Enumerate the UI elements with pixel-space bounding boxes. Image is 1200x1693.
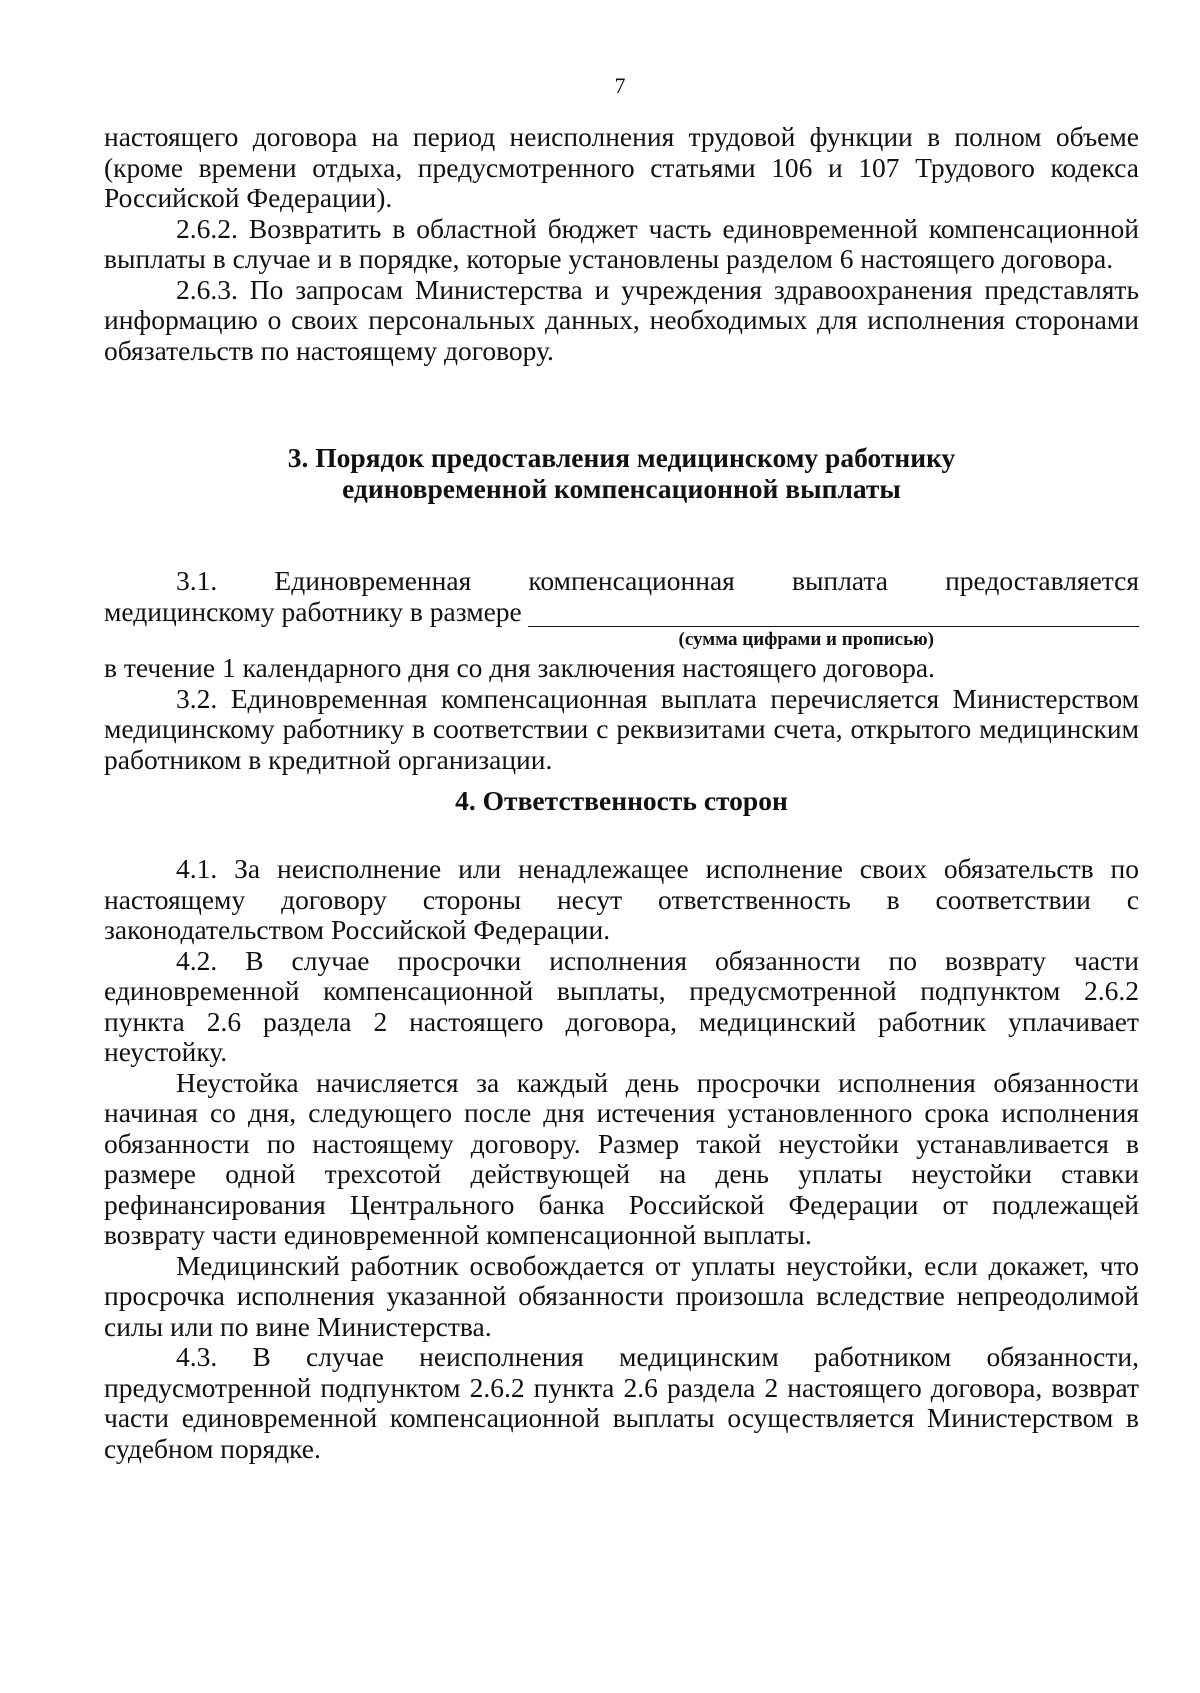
paragraph-3-1-line-2: медицинскому работнику в размере: [104, 595, 522, 627]
page-number: 7: [614, 73, 626, 98]
section-3-heading: [104, 442, 1139, 504]
paragraph-3-1-amount-line: [104, 597, 1139, 628]
section-3-heading-line-2: единовременной компенсационной выплаты: [342, 473, 901, 504]
paragraph-2-6-3: 2.6.3. По запросам Министерства и учреждения здравоохранения представлять информацию о своих персональных данных, необходимых для исполнения сторонами обязательств по настоящему договору.: [104, 273, 1139, 366]
paragraph-4-2-exemption: Медицинский работник освобождается от уплаты неустойки, если докажет, что просрочка исполнения указанной обязанности произошла вследствие непреодолимой силы или по вине Министерства.: [104, 1249, 1139, 1342]
section-3-body: [104, 566, 1139, 775]
section-4-body: [104, 854, 1139, 1464]
paragraph-3-1: [104, 566, 1139, 597]
paragraph-continuation: настоящего договора на период неисполнения трудовой функции в полном объеме (кроме времени отдыха, предусмотренного статьями 106 и 107 Трудового кодекса Российской Федерации).: [104, 121, 1139, 213]
intro-block: [104, 122, 1139, 366]
paragraph-3-1-line-3: в течение 1 календарного дня со дня заключения настоящего договора.: [104, 652, 935, 683]
section-4-heading: 4. Ответственность сторон: [455, 785, 788, 816]
paragraph-4-3: 4.3. В случае неисполнения медицинским работником обязанности, предусмотренной подпунктом 2.6.2 пункта 2.6 раздела 2 настоящего договора, возврат части единовременной компенсационной выплаты осуществляется Министерством в судебном порядке.: [104, 1341, 1139, 1464]
paragraph-3-1-line-1: 3.1. Единовременная компенсационная выплата предоставляется: [176, 565, 1139, 596]
paragraph-4-2-penalty: Неустойка начисляется за каждый день просрочки исполнения обязанности начиная со дня, следующего после дня истечения установленного срока исполнения обязанности по настоящему договору. Размер такой неустойки устанавливается в размере одной трехсотой действующей на день уплаты неустойки ставки рефинансирования Центрального банка Российской Федерации от подлежащей возврату части единовременной компенсационной выплаты.: [104, 1066, 1139, 1250]
amount-caption: (сумма цифрами и прописью): [678, 629, 934, 650]
paragraph-3-2: 3.2. Единовременная компенсационная выплата перечисляется Министерством медицинскому работнику в соответствии с реквизитами счета, открытого медицинским работником в кредитной организации.: [104, 682, 1139, 775]
section-3-heading-line-1: 3. Порядок предоставления медицинскому работнику: [287, 442, 956, 473]
paragraph-4-1: 4.1. За неисполнение или ненадлежащее исполнение своих обязательств по настоящему договору стороны несут ответственность в соответствии с законодательством Российской Федерации.: [104, 853, 1139, 945]
amount-blank-field: [528, 604, 1139, 627]
paragraph-2-6-2: 2.6.2. Возвратить в областной бюджет часть единовременной компенсационной выплаты в случае и в порядке, которые установлены разделом 6 настоящего договора.: [104, 212, 1139, 274]
paragraph-4-2: 4.2. В случае просрочки исполнения обязанности по возврату части единовременной компенсационной выплаты, предусмотренной подпунктом 2.6.2 пункта 2.6 раздела 2 настоящего договора, медицинский работник уплачивает неустойку.: [104, 944, 1139, 1067]
